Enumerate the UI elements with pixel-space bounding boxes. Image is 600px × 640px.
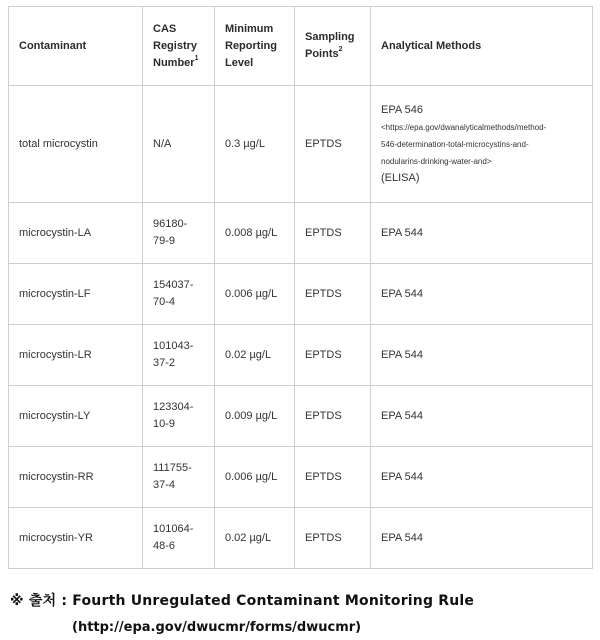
cell-contaminant: microcystin-LA [9,203,143,264]
header-contaminant [9,7,143,86]
cas-part-a: 154037- [153,279,194,291]
table-row [9,203,593,264]
header-sp-line1: Sampling [305,31,355,43]
method-block [381,102,582,187]
cell-sampling-point: EPTDS [295,86,371,203]
cell-analytical-method: EPA 544 [371,264,593,325]
cas-part-a: N/A [153,137,172,150]
header-methods-label: Analytical Methods [381,39,482,52]
header-cas-line2: Registry [153,39,198,52]
cell-sampling-point: EPTDS [295,264,371,325]
cell-cas-number [143,447,215,508]
header-mrl-line2: Reporting [225,39,277,52]
cell-analytical-method: EPA 544 [371,386,593,447]
table-header-row [9,7,593,86]
cell-contaminant: microcystin-RR [9,447,143,508]
header-sp-line2: Points [305,48,339,60]
cell-cas-number [143,386,215,447]
footnote-marker-2: 2 [338,46,343,54]
method-note: (ELISA) [381,171,420,184]
cell-sampling-point: EPTDS [295,386,371,447]
cas-part-a: 101064- [153,523,194,535]
cas-part-b: 79-9 [153,235,176,247]
header-mrl-line3: Level [225,56,254,69]
table-row [9,264,593,325]
footnote-marker-1: 1 [194,54,199,62]
cell-cas-number [143,203,215,264]
cell-contaminant: total microcystin [9,86,143,203]
cell-sampling-point: EPTDS [295,447,371,508]
method-name: EPA 546 [381,103,423,116]
table-row [9,86,593,203]
cas-part-b: 10-9 [153,418,176,430]
contaminant-table [8,6,593,569]
cell-analytical-method [371,86,593,203]
cell-contaminant: microcystin-LY [9,386,143,447]
cell-mrl: 0.009 µg/L [215,386,295,447]
cell-cas-number [143,508,215,569]
cell-cas-number [143,264,215,325]
cell-mrl: 0.006 µg/L [215,447,295,508]
cas-part-b: 48-6 [153,540,176,552]
cell-sampling-point: EPTDS [295,325,371,386]
cell-mrl: 0.02 µg/L [215,508,295,569]
header-analytical-methods [371,7,593,86]
header-contaminant-label: Contaminant [19,39,87,52]
cell-contaminant: microcystin-LF [9,264,143,325]
cell-analytical-method: EPA 544 [371,508,593,569]
cas-part-b: 70-4 [153,296,176,308]
cell-cas-number [143,325,215,386]
header-sampling-points [295,7,371,86]
contaminant-table-container [8,6,592,569]
table-row [9,508,593,569]
cell-mrl: 0.02 µg/L [215,325,295,386]
cell-cas-number [143,86,215,203]
cell-mrl: 0.3 µg/L [215,86,295,203]
cell-mrl: 0.008 µg/L [215,203,295,264]
cas-part-a: 96180- [153,218,188,230]
header-cas-number [143,7,215,86]
method-url-line3: nodularins-drinking-water-and> [381,156,492,166]
source-url: (http://epa.gov/dwucmr/forms/dwucmr) [72,620,362,635]
cell-mrl: 0.006 µg/L [215,264,295,325]
cas-part-b: 37-4 [153,479,176,491]
cell-contaminant: microcystin-LR [9,325,143,386]
table-row [9,447,593,508]
table-row [9,325,593,386]
cas-part-a: 123304- [153,401,194,413]
method-url-line2: 546-determination-total-microcystins-and- [381,139,529,149]
cell-analytical-method: EPA 544 [371,447,593,508]
cell-sampling-point: EPTDS [295,508,371,569]
cas-part-b: 37-2 [153,357,176,369]
cell-analytical-method: EPA 544 [371,203,593,264]
cell-sampling-point: EPTDS [295,203,371,264]
table-row [9,386,593,447]
cas-part-a: 101043- [153,340,194,352]
header-mrl-line1: Minimum [225,22,274,35]
header-minimum-reporting-level [215,7,295,86]
method-url-line1: <https://epa.gov/dwanalyticalmethods/method- [381,122,547,132]
cas-part-a: 111755- [153,462,192,474]
header-cas-line3: Number [153,56,195,69]
cell-contaminant: microcystin-YR [9,508,143,569]
cell-analytical-method: EPA 544 [371,325,593,386]
source-citation: ※ 출처 : Fourth Unregulated Contaminant Monitoring Rule [10,593,475,609]
header-cas-line1: CAS [153,22,177,35]
